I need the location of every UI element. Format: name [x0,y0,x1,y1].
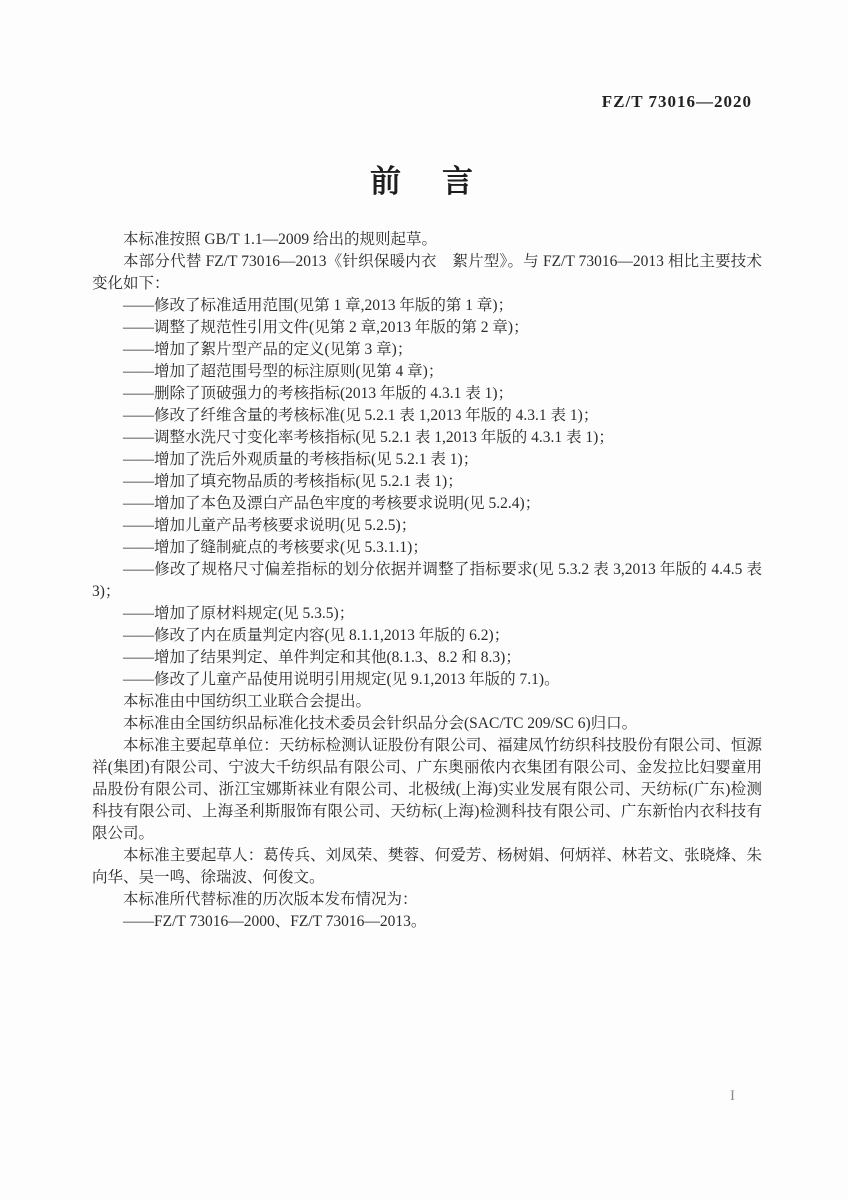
page-number: I [730,1088,735,1104]
paragraph-drafting-units: 本标准主要起草单位：天纺标检测认证股份有限公司、福建凤竹纺织科技股份有限公司、恒源祥(集团)有限公司、宁波大千纺织品有限公司、广东奥丽侬内衣集团有限公司、金发拉比妇婴童用品股份有限公司、浙江宝娜斯袜业有限公司、北极绒(上海)实业发展有限公司、天纺标(广东)检测科技有限公司、上海圣利斯服饰有限公司、天纺标(上海)检测科技有限公司、广东新怡内衣科技有限公司。 [92,737,762,842]
change-item: ——修改了纤维含量的考核标准(见 5.2.1 表 1,2013 年版的 4.3.1 表 1)； [123,407,599,424]
change-item: ——增加了原材料规定(见 5.3.5)； [123,605,355,622]
change-item: ——修改了内在质量判定内容(见 8.1.1,2013 年版的 6.2)； [123,627,510,644]
paragraph-history-intro: 本标准所代替标准的历次版本发布情况为： [123,891,418,908]
paragraph-replacement: 本部分代替 FZ/T 73016—2013《针织保暖内衣 絮片型》。与 FZ/T 73016—2013 相比主要技术变化如下： [92,253,762,292]
changes-list [92,295,762,691]
change-item: ——增加了洗后外观质量的考核指标(见 5.2.1 表 1)； [123,451,479,468]
paragraph-committee: 本标准由全国纺织品标准化技术委员会针织品分会(SAC/TC 209/SC 6)归口。 [123,715,638,732]
paragraph-proposed-by: 本标准由中国纺织工业联合会提出。 [123,693,372,710]
paragraph-drafting-basis: 本标准按照 GB/T 1.1—2009 给出的规则起草。 [123,231,438,248]
change-item: ——修改了标准适用范围(见第 1 章,2013 年版的第 1 章)； [123,297,514,314]
foreword-body [92,229,762,933]
paragraph-drafters: 本标准主要起草人：葛传兵、刘凤荣、樊蓉、何爱芳、杨树娟、何炳祥、林若文、张晓烽、朱向华、吴一鸣、徐瑞波、何俊文。 [92,847,762,886]
standard-code: FZ/T 73016—2020 [601,92,752,111]
change-item: ——增加了本色及漂白产品色牢度的考核要求说明(见 5.2.4)； [123,495,541,512]
change-item: ——调整水洗尺寸变化率考核指标(见 5.2.1 表 1,2013 年版的 4.3.1 表 1)； [123,429,614,446]
change-item: ——增加了超范围号型的标注原则(见第 4 章)； [123,363,444,380]
change-item: ——调整了规范性引用文件(见第 2 章,2013 年版的第 2 章)； [123,319,529,336]
history-versions-line: ——FZ/T 73016—2000、FZ/T 73016—2013。 [123,913,427,930]
change-item: ——增加了缝制疵点的考核要求(见 5.3.1.1)； [123,539,428,556]
change-item: ——修改了儿童产品使用说明引用规定(见 9.1,2013 年版的 7.1)。 [123,671,560,688]
change-item: ——增加了填充物品质的考核指标(见 5.2.1 表 1)； [123,473,463,490]
change-item: ——修改了规格尺寸偏差指标的划分依据并调整了指标要求(见 5.3.2 表 3,2013 年版的 4.4.5 表 3)； [92,561,762,600]
change-item: ——增加了絮片型产品的定义(见第 3 章)； [123,341,413,358]
change-item: ——删除了顶破强力的考核指标(2013 年版的 4.3.1 表 1)； [123,385,514,402]
change-item: ——增加了结果判定、单件判定和其他(8.1.3、8.2 和 8.3)； [123,649,521,666]
page-title: 前 言 [370,164,478,199]
change-item: ——增加儿童产品考核要求说明(见 5.2.5)； [123,517,417,534]
